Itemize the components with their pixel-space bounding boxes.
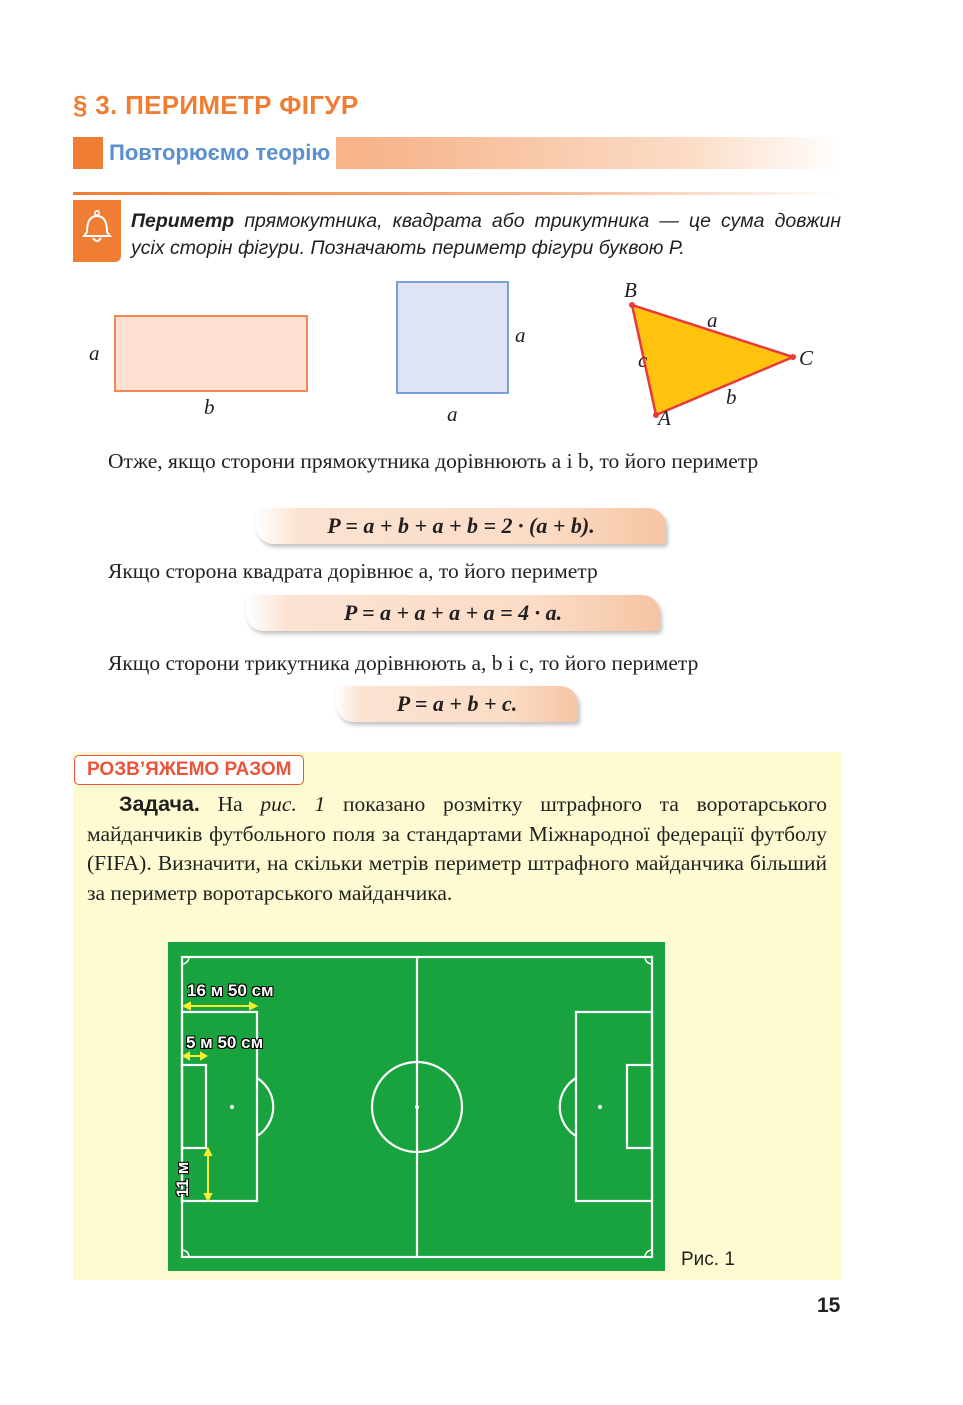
- square-paragraph: Якщо сторона квадрата дорівнює a, то його периметр: [108, 559, 598, 583]
- square-formula: P = a + a + a + a = 4 · a.: [246, 595, 660, 631]
- rect-side-b-label: b: [204, 395, 215, 419]
- figure-caption: Рис. 1: [681, 1249, 735, 1270]
- square-side-bottom-label: a: [447, 402, 458, 426]
- triangle-formula: P = a + b + c.: [336, 686, 578, 722]
- goal-depth-label: 5 м 50 см: [186, 1033, 264, 1052]
- rect-formula: P = a + b + a + b = 2 · (a + b).: [256, 508, 666, 544]
- task-figure-ref: рис. 1: [260, 792, 326, 816]
- width-label: 11 м: [173, 1161, 192, 1197]
- task-label: Задача.: [119, 792, 200, 816]
- page-number: 15: [817, 1294, 841, 1317]
- definition-body: прямокутника, квадрата або трикутника — це сума довжин усіх сторін фігури. Позначають периметр фігури буквою P.: [131, 210, 841, 259]
- vertex-c-dot: [790, 354, 796, 360]
- section-heading: § 3. ПЕРИМЕТР ФІГУР: [73, 90, 359, 120]
- triangle-side-c: c: [638, 348, 648, 372]
- bell-icon: [73, 200, 121, 262]
- definition-rule: [73, 192, 843, 195]
- task-text: [87, 790, 827, 908]
- penalty-depth-label: 16 м 50 см: [187, 981, 274, 1000]
- rectangle-shape: [115, 316, 307, 391]
- definition-term: Периметр: [131, 210, 235, 232]
- triangle-vertex-b: B: [624, 278, 637, 302]
- rect-paragraph: Отже, якщо сторони прямокутника дорівнюють a і b, то його периметр: [108, 449, 759, 473]
- task-text-before: На: [199, 792, 261, 816]
- subheading: Повторюємо теорію: [103, 137, 336, 169]
- task-text-after: показано розмітку штрафного та воротарського майданчиків футбольного поля за стандартами Міжнародної федерації футболу (FIFA). Визначити, на скільки метрів периметр штрафного майданчика більший за периметр воротарського майданчика.: [87, 792, 827, 905]
- figures-diagram: [73, 275, 853, 435]
- triangle-paragraph: Якщо сторони трикутника дорівнюють a, b і c, то його периметр: [108, 651, 699, 675]
- triangle-vertex-c: C: [799, 346, 814, 370]
- definition-text: [131, 208, 841, 262]
- square-side-right-label: a: [515, 323, 526, 347]
- rect-side-a-label: a: [89, 341, 100, 365]
- triangle-side-b: b: [726, 385, 737, 409]
- triangle-vertex-a: A: [658, 406, 671, 430]
- solve-together-label: РОЗВ’ЯЖЕМО РАЗОМ: [74, 755, 304, 785]
- triangle-side-a: a: [707, 308, 718, 332]
- penalty-spot-right: [598, 1105, 602, 1109]
- penalty-spot-left: [230, 1105, 234, 1109]
- subheading-marker: [73, 137, 103, 169]
- square-shape: [397, 282, 508, 393]
- center-spot: [415, 1105, 419, 1109]
